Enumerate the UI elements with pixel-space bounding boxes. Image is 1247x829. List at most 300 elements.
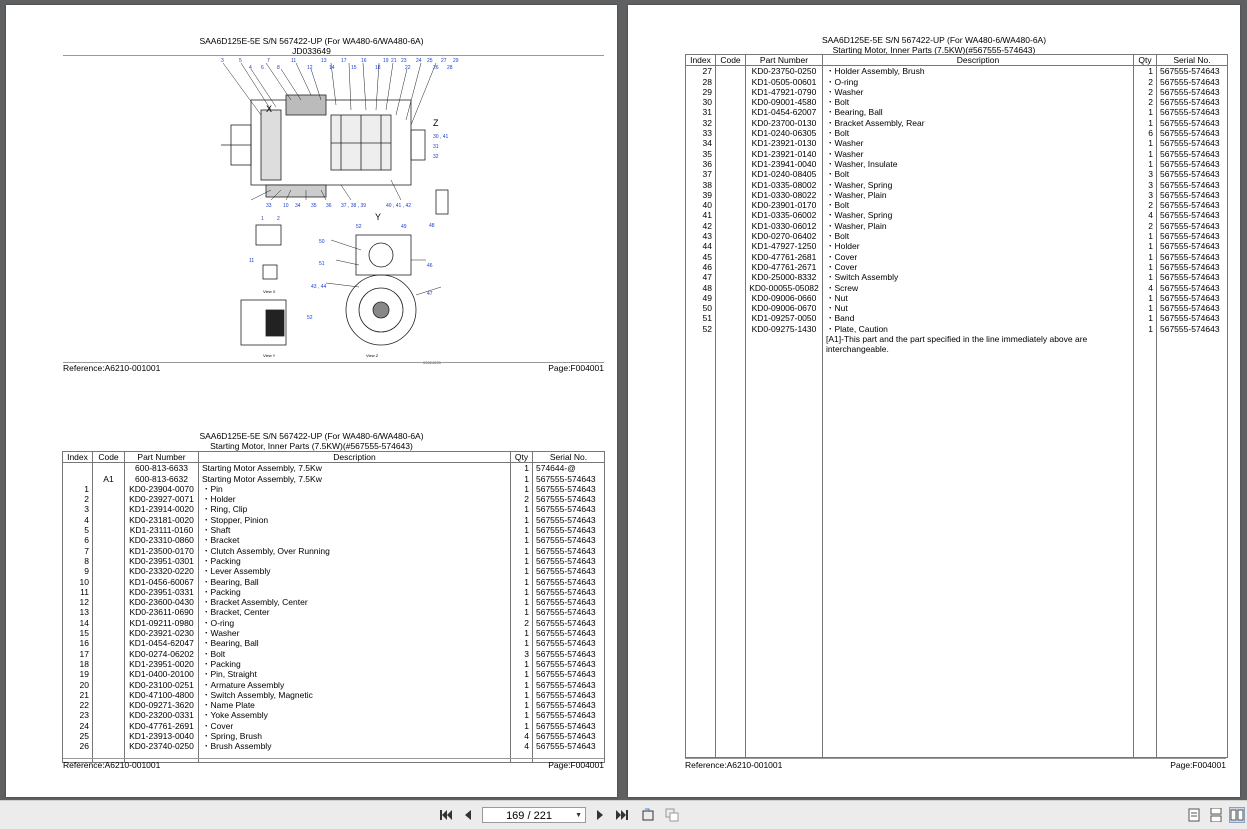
description-cell: ・Nut — [823, 293, 1134, 303]
column-header: Serial No. — [1157, 55, 1228, 66]
part-number-cell: 600-813-6632 — [125, 474, 199, 484]
table-row — [686, 272, 1228, 282]
svg-text:Z: Z — [433, 118, 439, 128]
continuous-view-button[interactable] — [1208, 807, 1224, 823]
table-row — [63, 669, 605, 679]
index-cell: 49 — [686, 293, 716, 303]
empty-cell — [716, 355, 746, 758]
code-cell — [93, 556, 125, 566]
part-number-cell: KD1-23913-0040 — [125, 731, 199, 741]
part-number-cell: KD1-0240-06305 — [746, 128, 823, 138]
code-cell — [93, 649, 125, 659]
rotate-button[interactable] — [640, 807, 656, 823]
serial-cell: 567555-574643 — [533, 515, 605, 525]
table-row — [686, 118, 1228, 128]
parts-list-footer — [63, 760, 604, 770]
code-cell — [93, 700, 125, 710]
serial-cell: 567555-574643 — [533, 525, 605, 535]
svg-text:Y: Y — [375, 212, 382, 222]
qty-cell: 2 — [1134, 221, 1157, 231]
index-cell: 4 — [63, 515, 93, 525]
table-row — [63, 721, 605, 731]
svg-text:24: 24 — [416, 58, 422, 64]
part-number-cell: KD0-23951-0331 — [125, 587, 199, 597]
qty-cell: 1 — [511, 566, 533, 576]
serial-cell: 567555-574643 — [533, 669, 605, 679]
svg-text:22: 22 — [405, 65, 411, 71]
viewer-toolbar — [0, 800, 1247, 829]
svg-text:View Z: View Z — [366, 353, 379, 358]
part-number-cell: KD1-09211-0980 — [125, 618, 199, 628]
svg-text:35: 35 — [311, 203, 317, 209]
description-cell: ・Packing — [199, 587, 511, 597]
part-number-cell: KD0-0270-06402 — [746, 231, 823, 241]
table-row — [686, 128, 1228, 138]
serial-cell: 567555-574643 — [533, 597, 605, 607]
serial-cell: 567555-574643 — [533, 731, 605, 741]
page-number-input[interactable] — [482, 807, 586, 823]
index-cell: 8 — [63, 556, 93, 566]
serial-cell: 567555-574643 — [533, 659, 605, 669]
serial-cell: 567555-574643 — [533, 556, 605, 566]
table-row — [63, 700, 605, 710]
copy-icon — [665, 808, 679, 822]
two-page-view-button[interactable] — [1229, 807, 1245, 823]
index-cell: 26 — [63, 741, 93, 751]
index-cell: 31 — [686, 107, 716, 117]
prev-page-button[interactable] — [460, 807, 476, 823]
table-row — [686, 303, 1228, 313]
table-row — [686, 138, 1228, 148]
index-cell: 10 — [63, 577, 93, 587]
right-page-footer — [685, 760, 1226, 770]
description-cell: ・Washer, Plain — [823, 190, 1134, 200]
part-number-cell: KD1-23111-0160 — [125, 525, 199, 535]
part-number-cell: KD1-0335-06002 — [746, 210, 823, 220]
description-cell: ・Switch Assembly, Magnetic — [199, 690, 511, 700]
qty-cell: 1 — [511, 587, 533, 597]
qty-cell: 1 — [511, 525, 533, 535]
table-row — [686, 231, 1228, 241]
code-cell — [93, 721, 125, 731]
index-cell: 39 — [686, 190, 716, 200]
description-cell: ・Lever Assembly — [199, 566, 511, 576]
table-row — [63, 577, 605, 587]
qty-cell: 2 — [1134, 77, 1157, 87]
qty-cell: 1 — [1134, 138, 1157, 148]
qty-cell: 1 — [511, 463, 533, 474]
column-header: Index — [63, 452, 93, 463]
description-cell: Starting Motor Assembly, 7.5Kw — [199, 474, 511, 484]
code-cell — [93, 669, 125, 679]
description-cell: Starting Motor Assembly, 7.5Kw — [199, 463, 511, 474]
index-cell: 43 — [686, 231, 716, 241]
svg-text:16: 16 — [361, 58, 367, 64]
part-number-cell: KD0-0274-06202 — [125, 649, 199, 659]
serial-cell: 567555-574643 — [533, 741, 605, 751]
empty-cell — [686, 355, 716, 758]
table-row — [63, 741, 605, 751]
table-row — [63, 710, 605, 720]
index-cell: 22 — [63, 700, 93, 710]
qty-cell: 1 — [1134, 324, 1157, 334]
qty-cell: 4 — [511, 741, 533, 751]
table-row — [63, 587, 605, 597]
index-cell: 11 — [63, 587, 93, 597]
table-row — [686, 87, 1228, 97]
description-cell: ・Bracket, Center — [199, 607, 511, 617]
description-cell: ・Bolt — [823, 97, 1134, 107]
description-cell: ・Bearing, Ball — [199, 638, 511, 648]
part-number-cell: KD1-47921-0790 — [746, 87, 823, 97]
table-row — [63, 463, 605, 474]
description-cell: ・Bolt — [823, 200, 1134, 210]
serial-cell: 567555-574643 — [1157, 303, 1228, 313]
part-number-cell: KD0-47761-2681 — [746, 252, 823, 262]
index-cell: 27 — [686, 66, 716, 77]
svg-text:4: 4 — [249, 65, 252, 71]
right-page-title: SAA6D125E-5E S/N 567422-UP (For WA480-6/WA480-6A) — [821, 35, 1047, 45]
part-number-cell: KD0-23927-0071 — [125, 494, 199, 504]
serial-cell: 567555-574643 — [533, 721, 605, 731]
empty-cell — [1157, 355, 1228, 758]
description-cell: ・Bracket Assembly, Center — [199, 597, 511, 607]
serial-cell: 567555-574643 — [1157, 159, 1228, 169]
part-number-cell: KD0-47100-4800 — [125, 690, 199, 700]
code-cell — [716, 159, 746, 169]
table-row — [686, 252, 1228, 262]
svg-text:31: 31 — [433, 144, 439, 150]
index-cell: 12 — [63, 597, 93, 607]
table-row — [63, 597, 605, 607]
description-cell: ・Packing — [199, 659, 511, 669]
index-cell: 37 — [686, 169, 716, 179]
serial-cell: 567555-574643 — [533, 710, 605, 720]
qty-cell: 1 — [511, 535, 533, 545]
parts-list-subtitle: Starting Motor, Inner Parts (7.5KW)(#567555-574643) — [210, 441, 413, 451]
description-cell: ・Band — [823, 313, 1134, 323]
index-cell: 9 — [63, 566, 93, 576]
page-number-value: 169 / 221 — [506, 810, 552, 822]
description-cell: ・Armature Assembly — [199, 680, 511, 690]
svg-text:33: 33 — [266, 203, 272, 209]
code-cell — [716, 303, 746, 313]
table-row — [686, 262, 1228, 272]
part-number-cell: KD0-23310-0860 — [125, 535, 199, 545]
qty-cell: 1 — [511, 577, 533, 587]
index-cell — [63, 474, 93, 484]
svg-text:19: 19 — [383, 58, 389, 64]
code-cell — [716, 77, 746, 87]
index-cell: 3 — [63, 504, 93, 514]
table-row — [686, 190, 1228, 200]
qty-cell: 1 — [511, 504, 533, 514]
code-cell — [716, 180, 746, 190]
part-number-cell: KD1-09257-0050 — [746, 313, 823, 323]
serial-cell: 567555-574643 — [1157, 169, 1228, 179]
part-number-cell: KD1-0456-60067 — [125, 577, 199, 587]
svg-text:13: 13 — [321, 58, 327, 64]
svg-text:27: 27 — [441, 58, 447, 64]
interchangeable-note: [A1]-This part and the part specified in the line immediately above are interchangeable. — [823, 334, 1134, 355]
index-cell: 45 — [686, 252, 716, 262]
parts-table-right — [685, 54, 1228, 758]
qty-cell: 1 — [511, 515, 533, 525]
two-page-icon — [1230, 809, 1244, 821]
serial-cell: 567555-574643 — [1157, 231, 1228, 241]
svg-text:5: 5 — [239, 58, 242, 64]
description-cell: ・Washer — [823, 138, 1134, 148]
qty-cell: 2 — [511, 494, 533, 504]
code-cell — [93, 494, 125, 504]
serial-cell: 567555-574643 — [1157, 180, 1228, 190]
table-row — [63, 474, 605, 484]
part-number-cell: KD0-23200-0331 — [125, 710, 199, 720]
code-cell — [93, 638, 125, 648]
part-number-cell: KD1-0330-08022 — [746, 190, 823, 200]
code-cell — [716, 87, 746, 97]
svg-text:6: 6 — [261, 65, 264, 71]
callout-3: 3 — [221, 58, 224, 64]
serial-cell: 567555-574643 — [533, 587, 605, 597]
part-number-cell: KD0-23901-0170 — [746, 200, 823, 210]
svg-text:26: 26 — [433, 65, 439, 71]
table-row — [63, 628, 605, 638]
code-cell — [716, 241, 746, 251]
code-cell — [93, 463, 125, 474]
index-cell: 24 — [63, 721, 93, 731]
svg-text:34: 34 — [295, 203, 301, 209]
qty-cell: 4 — [511, 731, 533, 741]
part-number-cell: KD0-47761-2691 — [125, 721, 199, 731]
table-row — [63, 690, 605, 700]
table-row — [686, 107, 1228, 117]
svg-text:50: 50 — [319, 239, 325, 245]
index-cell: 7 — [63, 546, 93, 556]
index-cell: 32 — [686, 118, 716, 128]
diagram-header-code: JD033649 — [292, 46, 331, 56]
document-page-left — [6, 5, 617, 797]
column-header: Description — [199, 452, 511, 463]
code-cell — [93, 680, 125, 690]
parts-exploded-diagram — [211, 55, 461, 367]
part-number-cell: KD0-23100-0251 — [125, 680, 199, 690]
part-number-cell: KD0-47761-2671 — [746, 262, 823, 272]
table-row — [63, 484, 605, 494]
serial-cell: 567555-574643 — [1157, 293, 1228, 303]
svg-text:30 , 41: 30 , 41 — [433, 134, 449, 140]
qty-cell: 2 — [511, 618, 533, 628]
column-header: Part Number — [746, 55, 823, 66]
description-cell: ・Nut — [823, 303, 1134, 313]
index-cell: 51 — [686, 313, 716, 323]
column-header: Qty — [511, 452, 533, 463]
description-cell: ・Spring, Brush — [199, 731, 511, 741]
description-cell: ・Screw — [823, 283, 1134, 293]
description-cell: ・Clutch Assembly, Over Running — [199, 546, 511, 556]
qty-cell: 1 — [511, 628, 533, 638]
table-row — [63, 680, 605, 690]
code-cell — [716, 221, 746, 231]
code-cell — [716, 283, 746, 293]
svg-text:18: 18 — [375, 65, 381, 71]
serial-cell: 567555-574643 — [1157, 313, 1228, 323]
part-number-cell: KD1-23921-0130 — [746, 138, 823, 148]
qty-cell: 3 — [1134, 180, 1157, 190]
next-page-button[interactable] — [592, 807, 608, 823]
table-footer-divider — [63, 758, 604, 759]
code-cell — [93, 515, 125, 525]
table-row — [63, 525, 605, 535]
part-number-cell: KD0-23921-0230 — [125, 628, 199, 638]
svg-text:12: 12 — [307, 65, 313, 71]
column-header: Code — [716, 55, 746, 66]
description-cell: ・Washer — [823, 149, 1134, 159]
index-cell: 6 — [63, 535, 93, 545]
qty-cell: 3 — [1134, 169, 1157, 179]
table-row — [63, 535, 605, 545]
index-cell: 40 — [686, 200, 716, 210]
qty-cell: 1 — [1134, 272, 1157, 282]
part-number-cell: KD1-23941-0040 — [746, 159, 823, 169]
page-dropdown-icon[interactable]: ▼ — [575, 812, 582, 819]
code-cell — [716, 210, 746, 220]
code-cell — [93, 577, 125, 587]
part-number-cell: KD0-23181-0020 — [125, 515, 199, 525]
svg-text:1: 1 — [261, 216, 264, 222]
table-row — [63, 649, 605, 659]
index-cell: 46 — [686, 262, 716, 272]
svg-text:52: 52 — [307, 315, 313, 321]
svg-text:48: 48 — [429, 223, 435, 229]
part-number-cell: KD0-23904-0070 — [125, 484, 199, 494]
code-cell — [716, 272, 746, 282]
index-cell: 13 — [63, 607, 93, 617]
copy-button[interactable] — [664, 807, 680, 823]
description-cell: ・O-ring — [823, 77, 1134, 87]
serial-cell: 574644-@ — [533, 463, 605, 474]
serial-cell: 567555-574643 — [533, 577, 605, 587]
description-cell: ・Ring, Clip — [199, 504, 511, 514]
qty-cell: 1 — [511, 680, 533, 690]
description-cell: ・Bracket Assembly, Rear — [823, 118, 1134, 128]
description-cell: ・Switch Assembly — [823, 272, 1134, 282]
code-cell — [93, 628, 125, 638]
code-cell — [93, 484, 125, 494]
diagram-header-title: SAA6D125E-5E S/N 567422-UP (For WA480-6/WA480-6A) — [199, 36, 424, 46]
table-row — [686, 66, 1228, 77]
qty-cell: 1 — [511, 669, 533, 679]
part-number-cell: KD1-23500-0170 — [125, 546, 199, 556]
svg-text:46: 46 — [427, 263, 433, 269]
part-number-cell: KD0-23750-0250 — [746, 66, 823, 77]
serial-cell: 567555-574643 — [533, 535, 605, 545]
code-cell — [93, 607, 125, 617]
empty-cell — [1157, 334, 1228, 355]
table-row — [686, 283, 1228, 293]
description-cell: ・Brush Assembly — [199, 741, 511, 751]
index-cell: 28 — [686, 77, 716, 87]
svg-text:2: 2 — [277, 216, 280, 222]
table-row — [686, 159, 1228, 169]
index-cell: 17 — [63, 649, 93, 659]
serial-cell: 567555-574643 — [1157, 200, 1228, 210]
index-cell: 41 — [686, 210, 716, 220]
qty-cell: 1 — [1134, 66, 1157, 77]
parts-list-page-number: Page:F004001 — [548, 760, 604, 770]
code-cell — [716, 107, 746, 117]
svg-text:23: 23 — [401, 58, 407, 64]
single-page-view-button[interactable] — [1186, 807, 1202, 823]
code-cell — [93, 504, 125, 514]
index-cell: 15 — [63, 628, 93, 638]
serial-cell: 567555-574643 — [533, 484, 605, 494]
description-cell: ・Plate, Caution — [823, 324, 1134, 334]
code-cell — [716, 138, 746, 148]
svg-text:15: 15 — [351, 65, 357, 71]
code-cell — [716, 262, 746, 272]
part-number-cell: KD0-09001-4580 — [746, 97, 823, 107]
qty-cell: 1 — [1134, 118, 1157, 128]
part-number-cell: KD0-09006-0670 — [746, 303, 823, 313]
first-page-button[interactable] — [438, 807, 454, 823]
code-cell — [716, 200, 746, 210]
code-cell — [93, 566, 125, 576]
svg-text:10: 10 — [283, 203, 289, 209]
single-page-icon — [1188, 808, 1200, 822]
table-row — [63, 504, 605, 514]
empty-cell — [1134, 334, 1157, 355]
svg-text:View Y: View Y — [263, 353, 276, 358]
serial-cell: 567555-574643 — [533, 638, 605, 648]
serial-cell: 567555-574643 — [533, 618, 605, 628]
qty-cell: 1 — [1134, 241, 1157, 251]
empty-cell — [746, 334, 823, 355]
serial-cell: 567555-574643 — [533, 690, 605, 700]
table-row — [686, 180, 1228, 190]
code-cell — [93, 597, 125, 607]
index-cell: 34 — [686, 138, 716, 148]
description-cell: ・Cover — [823, 262, 1134, 272]
last-page-button[interactable] — [614, 807, 630, 823]
qty-cell: 1 — [511, 721, 533, 731]
index-cell: 36 — [686, 159, 716, 169]
table-filler-row — [686, 355, 1228, 758]
part-number-cell: KD1-0505-00601 — [746, 77, 823, 87]
qty-cell: 1 — [511, 710, 533, 720]
description-cell: ・Stopper, Pinion — [199, 515, 511, 525]
serial-cell: 567555-574643 — [1157, 272, 1228, 282]
part-number-cell: KD1-23914-0020 — [125, 504, 199, 514]
index-cell: 33 — [686, 128, 716, 138]
note-row — [686, 334, 1228, 355]
svg-text:25: 25 — [427, 58, 433, 64]
serial-cell: 567555-574643 — [533, 700, 605, 710]
part-number-cell: KD1-0454-62007 — [746, 107, 823, 117]
description-cell: ・Bolt — [199, 649, 511, 659]
description-cell: ・Pin, Straight — [199, 669, 511, 679]
qty-cell: 1 — [511, 597, 533, 607]
serial-cell: 567555-574643 — [1157, 324, 1228, 334]
svg-text:00024535: 00024535 — [423, 360, 441, 365]
part-number-cell: KD0-09006-0660 — [746, 293, 823, 303]
svg-text:51: 51 — [319, 261, 325, 267]
description-cell: ・Washer — [199, 628, 511, 638]
part-number-cell: KD0-25000-8332 — [746, 272, 823, 282]
description-cell: ・Bolt — [823, 169, 1134, 179]
right-page-number: Page:F004001 — [1170, 760, 1226, 770]
table-row — [686, 210, 1228, 220]
